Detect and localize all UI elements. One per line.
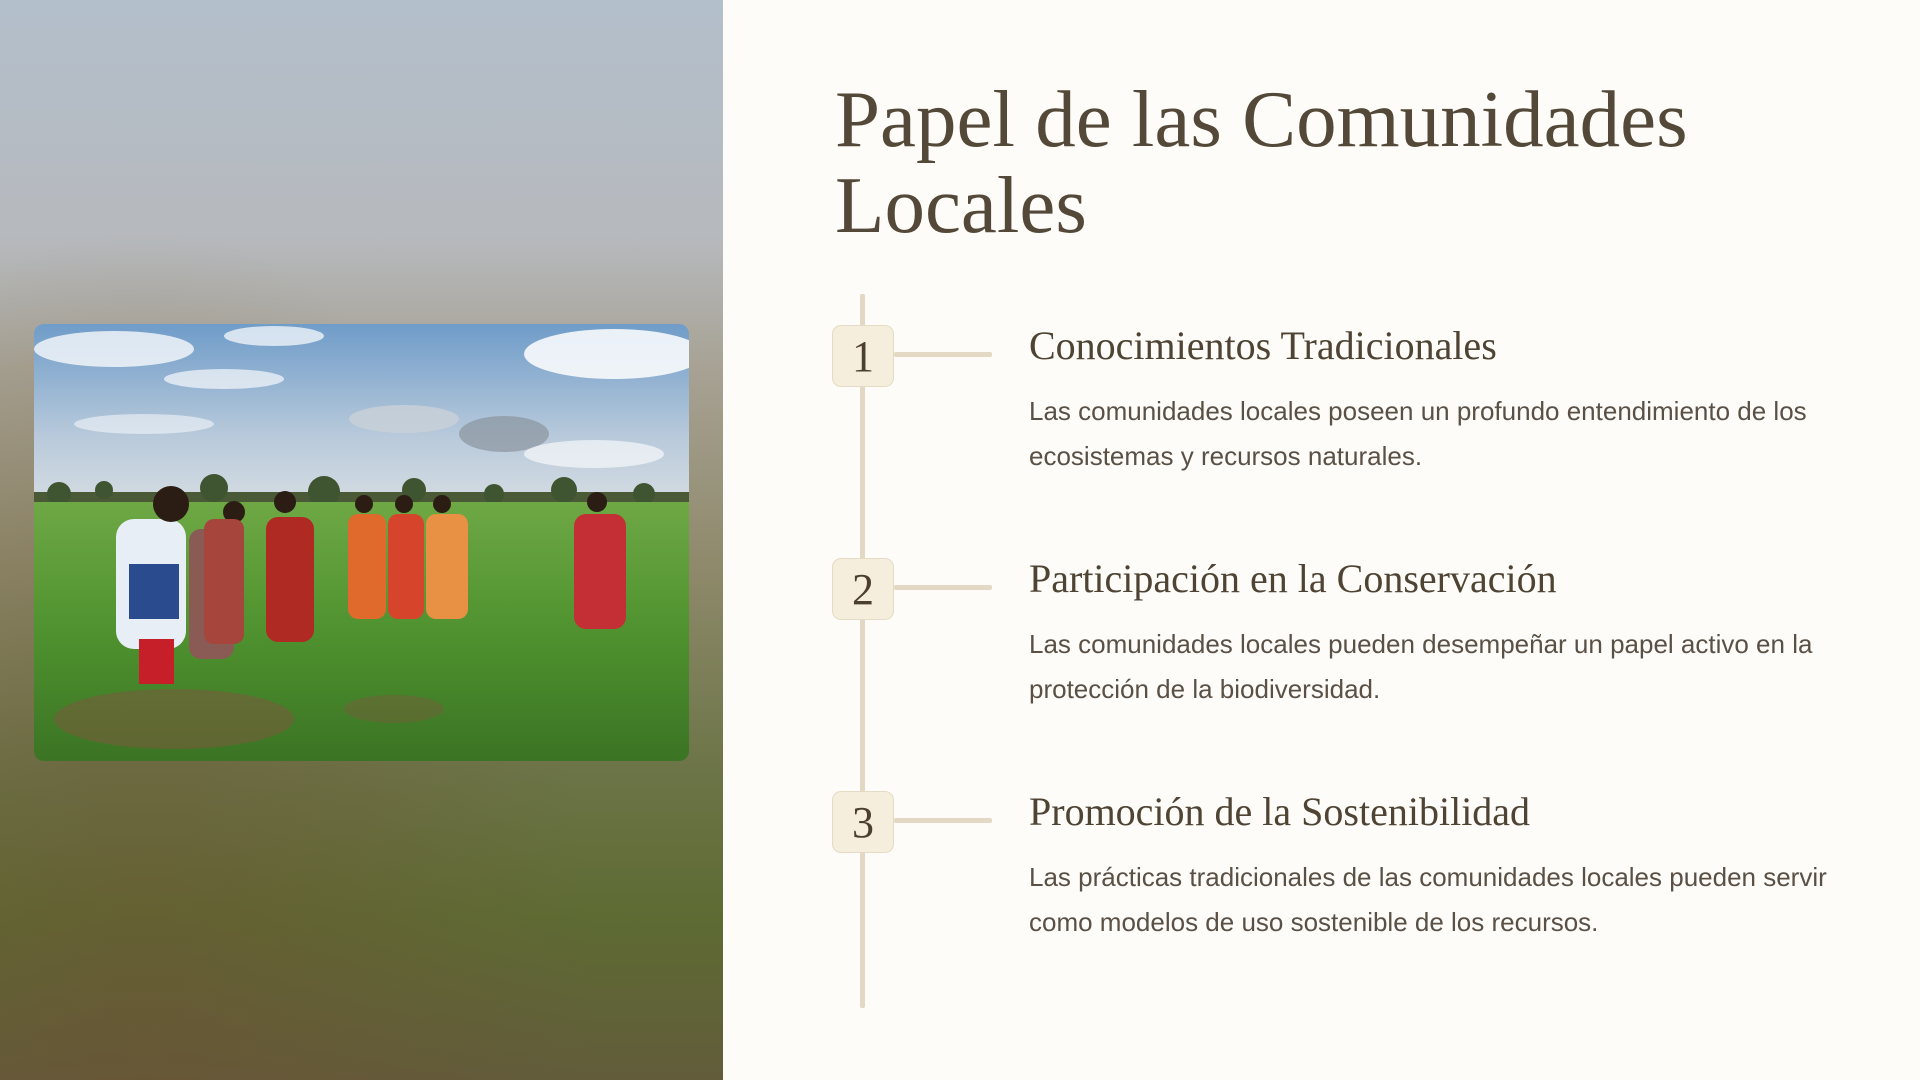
timeline-connector-1 — [894, 352, 992, 357]
item-description-2: Las comunidades locales pueden desempeñar un papel activo en la protección de la biodiversidad. — [1029, 629, 1813, 704]
step-number-1: 1 — [832, 325, 894, 387]
item-description-1: Las comunidades locales poseen un profundo entendimiento de los ecosistemas y recursos naturales. — [1029, 396, 1807, 471]
timeline-connector-3 — [894, 818, 992, 823]
step-number-3: 3 — [832, 791, 894, 853]
timeline-line — [860, 294, 865, 1008]
item-title-1: Conocimientos Tradicionales — [1029, 323, 1497, 368]
step-number-2: 2 — [832, 558, 894, 620]
item-title-2: Participación en la Conservación — [1029, 556, 1557, 601]
item-description-3: Las prácticas tradicionales de las comunidades locales pueden servir como modelos de uso sostenible de los recursos. — [1029, 862, 1827, 937]
slide-title: Papel de las Comunidades Locales — [835, 74, 1688, 250]
community-photo-illustration — [34, 324, 689, 761]
item-title-3: Promoción de la Sostenibilidad — [1029, 789, 1531, 834]
timeline-connector-2 — [894, 585, 992, 590]
community-photo — [34, 324, 689, 761]
left-image-panel — [0, 0, 723, 1080]
